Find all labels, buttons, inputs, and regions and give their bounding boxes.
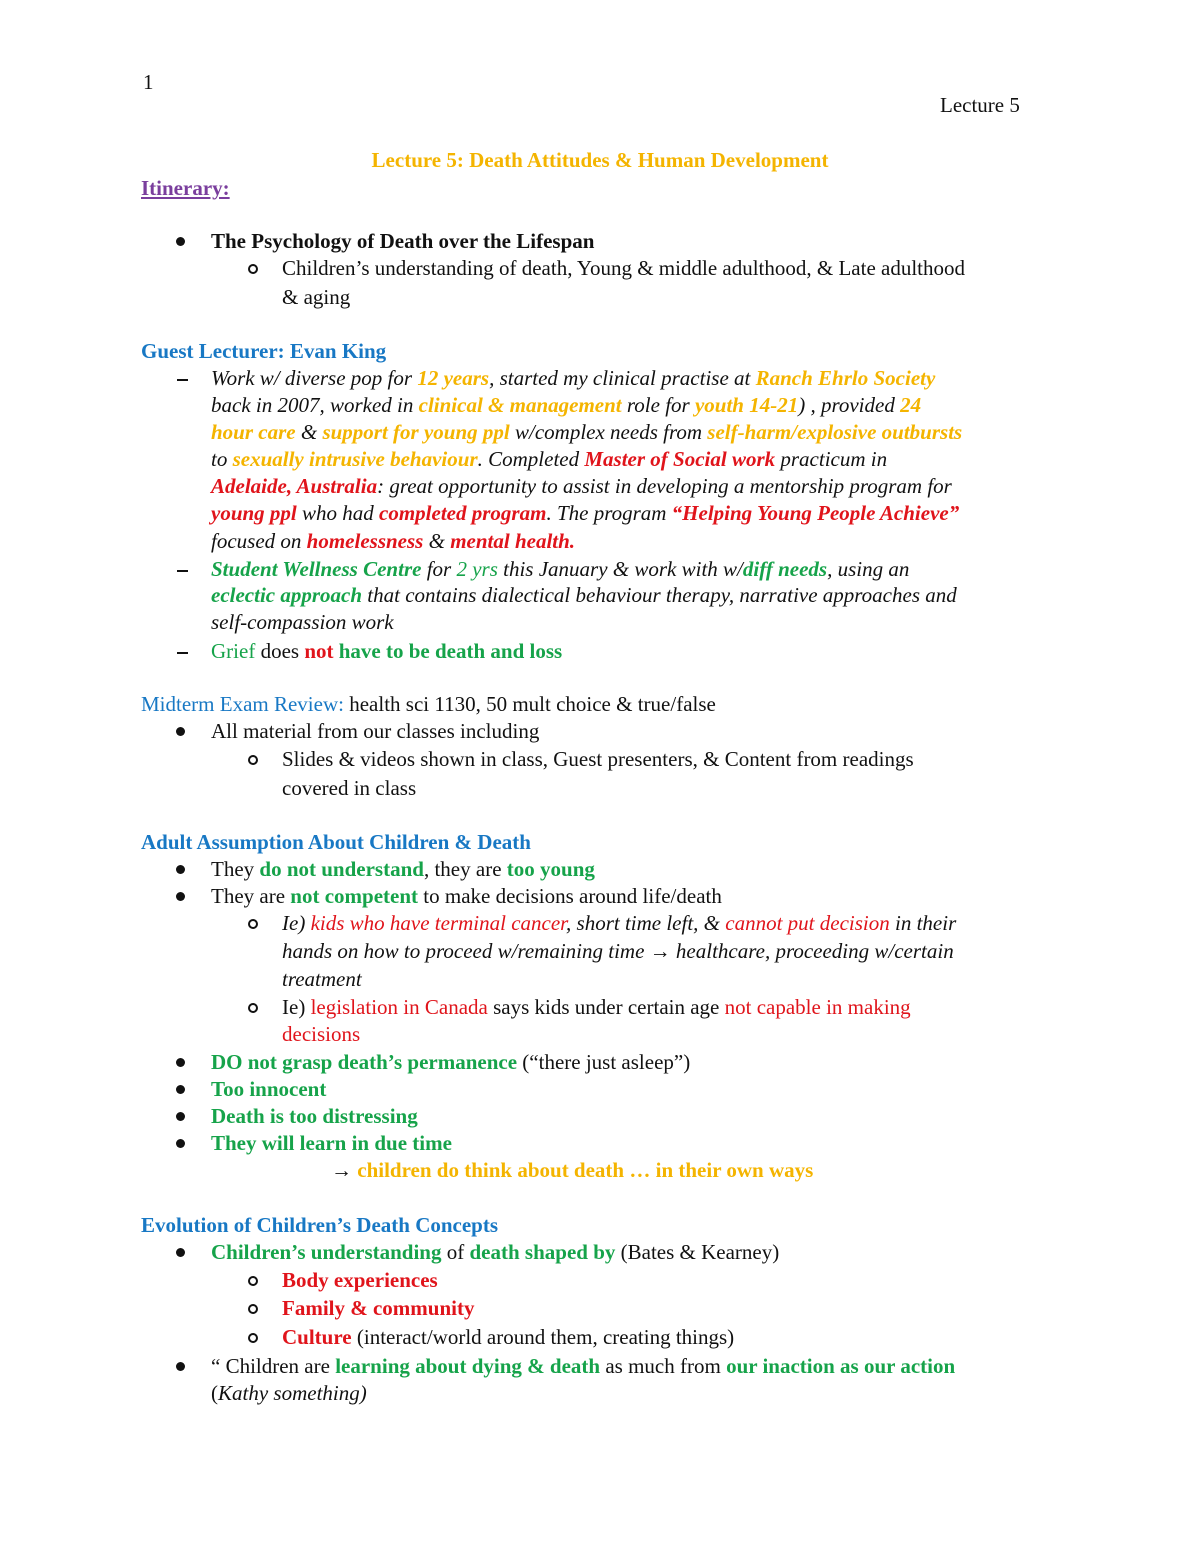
sub-bullet-icon <box>248 919 258 929</box>
bullet-icon <box>176 1362 185 1371</box>
adult-conclusion: → children do think about death … in their own ways <box>331 1158 814 1182</box>
midterm-heading-line: Midterm Exam Review: health sci 1130, 50 mult choice & true/false <box>141 692 716 716</box>
guest-wellness-line-1: Student Wellness Centre for 2 yrs this January & work with w/diff needs, using an <box>211 557 910 581</box>
midterm-sub-line-2: covered in class <box>282 776 417 800</box>
adult-bullet-6: They will learn in due time <box>211 1131 452 1155</box>
dash-bullet-icon <box>177 379 188 381</box>
sub-bullet-icon <box>248 755 258 765</box>
adult-sub-2-line-1: Ie) legislation in Canada says kids under certain age not capable in making <box>282 995 911 1019</box>
bullet-icon <box>176 1248 185 1257</box>
midterm-sub-line-1: Slides & videos shown in class, Guest presenters, & Content from readings <box>282 747 914 771</box>
bullet-icon <box>176 1139 185 1148</box>
arrow-right-icon: → <box>649 939 671 963</box>
guest-lecturer-heading: Guest Lecturer: Evan King <box>141 339 387 363</box>
guest-bio-line-1: Work w/ diverse pop for 12 years, started my clinical practise at Ranch Ehrlo Society <box>211 366 936 390</box>
sub-bullet-icon <box>248 1276 258 1286</box>
evolution-bullet-1: Children’s understanding of death shaped by (Bates & Kearney) <box>211 1240 780 1264</box>
guest-wellness-line-3: self-compassion work <box>211 610 394 634</box>
running-header: Lecture 5 <box>940 93 1020 117</box>
adult-bullet-4: Too innocent <box>211 1077 327 1101</box>
adult-sub-1-line-2: hands on how to proceed w/remaining time → healthcare, proceeding w/certain <box>282 939 954 963</box>
guest-bio-line-4: to sexually intrusive behaviour. Completed Master of Social work practicum in <box>211 447 888 471</box>
dash-bullet-icon <box>177 570 188 572</box>
adult-sub-1-line-1: Ie) kids who have terminal cancer, short time left, & cannot put decision in their <box>282 911 957 935</box>
guest-wellness-line-2: eclectic approach that contains dialectical behaviour therapy, narrative approaches and <box>211 583 957 607</box>
adult-sub-1-line-3: treatment <box>282 967 362 991</box>
evolution-quote-line-1: “ Children are learning about dying & death as much from our inaction as our action <box>211 1354 956 1378</box>
evolution-sub-2: Family & community <box>282 1296 475 1320</box>
evolution-sub-1: Body experiences <box>282 1268 438 1292</box>
sub-bullet-icon <box>248 1003 258 1013</box>
bullet-icon <box>176 237 185 246</box>
adult-bullet-3: DO not grasp death’s permanence (“there just asleep”) <box>211 1050 691 1074</box>
adult-assumption-heading: Adult Assumption About Children & Death <box>141 830 531 854</box>
adult-bullet-2: They are not competent to make decisions around life/death <box>211 884 722 908</box>
bullet-icon <box>176 865 185 874</box>
itinerary-topic: The Psychology of Death over the Lifespan <box>211 229 595 253</box>
itinerary-heading: Itinerary: <box>141 176 230 200</box>
guest-bio-line-3: hour care & support for young ppl w/complex needs from self-harm/explosive outbursts <box>211 420 963 444</box>
evolution-quote-line-2: (Kathy something) <box>211 1381 367 1405</box>
guest-bio-line-6: young ppl who had completed program. The program “Helping Young People Achieve” <box>211 501 960 525</box>
arrow-right-icon: → <box>331 1158 352 1182</box>
sub-bullet-icon <box>248 1333 258 1343</box>
guest-bio-line-7: focused on homelessness & mental health. <box>211 529 576 553</box>
guest-bio-line-5: Adelaide, Australia: great opportunity to assist in developing a mentorship program for <box>211 474 952 498</box>
sub-bullet-icon <box>248 1304 258 1314</box>
sub-bullet-icon <box>248 264 258 274</box>
itinerary-subtopic-line-1: Children’s understanding of death, Young & middle adulthood, & Late adulthood <box>282 256 966 280</box>
adult-sub-2-line-2: decisions <box>282 1022 361 1046</box>
page-number: 1 <box>143 70 154 94</box>
bullet-icon <box>176 1085 185 1094</box>
midterm-bullet-1: All material from our classes including <box>211 719 540 743</box>
document-title: Lecture 5: Death Attitudes & Human Development <box>371 148 829 172</box>
guest-bio-line-2: back in 2007, worked in clinical & management role for youth 14-21) , provided 24 <box>211 393 922 417</box>
bullet-icon <box>176 892 185 901</box>
dash-bullet-icon <box>177 652 188 654</box>
bullet-icon <box>176 1112 185 1121</box>
adult-bullet-5: Death is too distressing <box>211 1104 418 1128</box>
guest-grief-line: Grief does not have to be death and loss <box>211 639 563 663</box>
evolution-sub-3: Culture (interact/world around them, creating things) <box>282 1325 735 1349</box>
bullet-icon <box>176 1058 185 1067</box>
adult-bullet-1: They do not understand, they are too young <box>211 857 595 881</box>
itinerary-subtopic-line-2: & aging <box>282 285 351 309</box>
evolution-heading: Evolution of Children’s Death Concepts <box>141 1213 499 1237</box>
bullet-icon <box>176 727 185 736</box>
